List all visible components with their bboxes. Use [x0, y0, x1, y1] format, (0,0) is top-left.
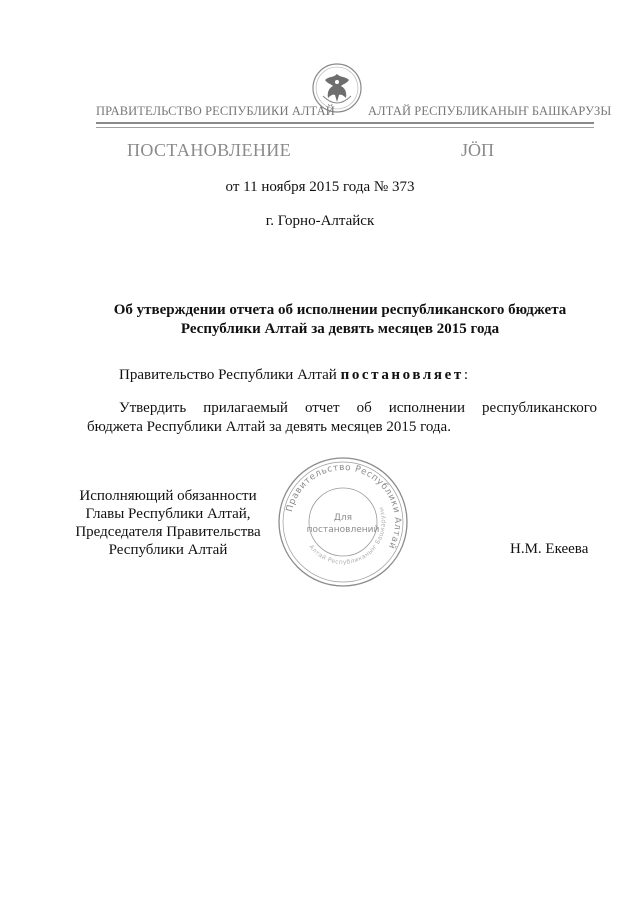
svg-text:Правительство Республики Алтай	[285, 463, 402, 551]
document-kind-russian: ПОСТАНОВЛЕНИЕ	[127, 140, 292, 160]
word: республиканского	[482, 400, 597, 416]
signatory-name: Н.М. Екеева	[510, 541, 589, 557]
signatory-position	[60, 487, 276, 559]
decree-colon: :	[463, 367, 469, 383]
position-line: Исполняющий обязанности	[79, 488, 257, 504]
paragraph-line-justified	[87, 399, 597, 418]
word: об	[356, 400, 372, 416]
word: отчет	[304, 400, 340, 416]
header-org-name-left: ПРАВИТЕЛЬСТВО РЕСПУБЛИКИ АЛТАЙ	[96, 104, 335, 118]
decree-intro: Правительство Республики Алтай	[119, 367, 341, 383]
document-city: г. Горно-Алтайск	[265, 213, 375, 229]
svg-text:Алтай Республиканыҥ Башкарузы: Алтай Республиканыҥ Башкарузы	[307, 505, 388, 567]
position-line: Республики Алтай	[108, 542, 228, 558]
seal-inner-text-1: Для	[333, 513, 353, 523]
title-line: Республики Алтай за девять месяцев 2015 года	[180, 321, 500, 337]
decree-line	[119, 367, 468, 384]
header-rule-thin	[96, 127, 594, 128]
decree-body-paragraph	[87, 399, 597, 437]
document-date-number: от 11 ноября 2015 года № 373	[225, 179, 415, 195]
header-org-name-right: АЛТАЙ РЕСПУБЛИКАНЫҤ БАШКАРУЗЫ	[368, 104, 612, 118]
document-kind-altai: ЈӦП	[461, 140, 495, 160]
header-rule-thick	[96, 122, 594, 124]
seal-outer-text: Правительство Республики Алтай	[285, 462, 403, 551]
title-line: Об утверждении отчета об исполнении республиканского бюджета	[113, 302, 567, 318]
word: исполнении	[388, 400, 465, 416]
official-seal-stamp	[275, 454, 411, 590]
position-line: Главы Республики Алтай,	[85, 506, 251, 522]
word: Утвердить	[119, 400, 187, 416]
seal-inner-text-2: постановлений	[306, 525, 380, 535]
decree-verb: постановляет	[340, 367, 464, 383]
paragraph-line: бюджета Республики Алтай за девять месяцев 2015 года.	[87, 419, 451, 435]
position-line: Председателя Правительства	[75, 524, 261, 540]
document-title	[90, 301, 590, 339]
word: прилагаемый	[203, 400, 288, 416]
